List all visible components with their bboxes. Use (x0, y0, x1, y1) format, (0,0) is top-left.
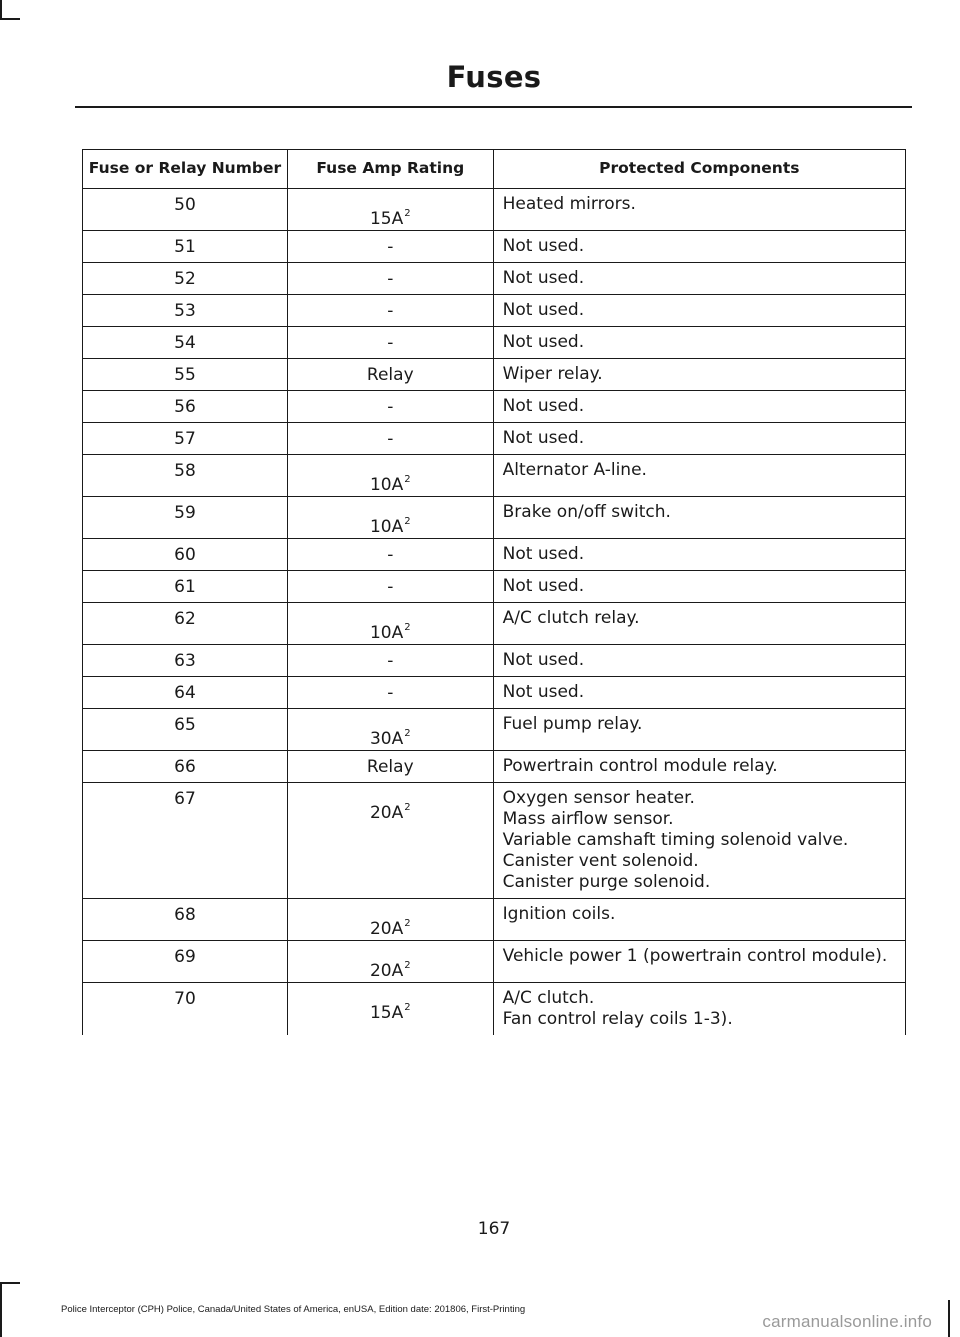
component-line: Canister vent solenoid. (502, 851, 699, 871)
component-line: Not used. (502, 428, 585, 448)
protected-components (493, 941, 905, 983)
fuse-rating (287, 497, 493, 539)
protected-components (493, 983, 905, 1036)
fuse-rating (287, 677, 493, 709)
fuse-rating-value: 15A (369, 1003, 404, 1023)
protected-components (493, 497, 905, 539)
fuse-rating-value: - (387, 429, 394, 449)
table-row (83, 539, 906, 571)
table-row (83, 603, 906, 645)
component-line: Fan control relay coils 1-3). (502, 1009, 733, 1029)
watermark: carmanualsonline.info (762, 1312, 932, 1331)
column-header-components: Protected Components (493, 150, 905, 189)
component-line: Alternator A-line. (502, 460, 647, 480)
fuse-rating (287, 645, 493, 677)
fuse-rating-value: 10A (369, 517, 404, 537)
protected-components (493, 783, 905, 899)
fuse-number: 62 (83, 603, 288, 645)
fuse-rating (287, 709, 493, 751)
fuse-number: 54 (83, 327, 288, 359)
component-line: Not used. (502, 268, 585, 288)
component-line: Fuel pump relay. (502, 714, 643, 734)
table-row (83, 751, 906, 783)
fuse-rating-value: Relay (366, 365, 414, 385)
protected-components (493, 571, 905, 603)
fuse-rating (287, 455, 493, 497)
crop-mark-bottom-left-vertical (0, 1282, 2, 1337)
footnote-marker: 2 (404, 728, 411, 739)
protected-components (493, 603, 905, 645)
fuse-rating-value: 10A (369, 623, 404, 643)
fuse-number: 67 (83, 783, 288, 899)
table-row (83, 941, 906, 983)
component-line: Not used. (502, 576, 585, 596)
column-header-number: Fuse or Relay Number (83, 150, 288, 189)
footnote-marker: 2 (404, 208, 411, 219)
fuse-rating (287, 231, 493, 263)
crop-mark-top-left-horizontal (0, 18, 20, 20)
table-row (83, 189, 906, 231)
component-line: Ignition coils. (502, 904, 616, 924)
fuse-rating (287, 539, 493, 571)
fuse-rating (287, 295, 493, 327)
component-line: Not used. (502, 682, 585, 702)
protected-components (493, 189, 905, 231)
table-row (83, 391, 906, 423)
component-line: Vehicle power 1 (powertrain control module). (502, 946, 888, 966)
protected-components (493, 539, 905, 571)
fuse-rating (287, 899, 493, 941)
footnote-marker: 2 (404, 918, 411, 929)
footnote-marker: 2 (404, 802, 411, 813)
footnote-marker: 2 (404, 474, 411, 485)
table-row (83, 709, 906, 751)
table-header-row (83, 150, 906, 189)
fuse-number: 63 (83, 645, 288, 677)
component-line: A/C clutch. (502, 988, 595, 1008)
fuse-rating-value: - (387, 269, 394, 289)
fuse-number: 64 (83, 677, 288, 709)
fuse-number: 57 (83, 423, 288, 455)
component-line: Variable camshaft timing solenoid valve. (502, 830, 849, 850)
fuse-rating (287, 783, 493, 899)
fuse-number: 60 (83, 539, 288, 571)
page-title: Fuses (446, 60, 542, 94)
component-line: Brake on/off switch. (502, 502, 671, 522)
component-line: Oxygen sensor heater. (502, 788, 695, 808)
protected-components (493, 327, 905, 359)
protected-components (493, 359, 905, 391)
component-line: Not used. (502, 396, 585, 416)
table-row (83, 983, 906, 1036)
table-row (83, 645, 906, 677)
fuse-rating-value: - (387, 397, 394, 417)
fuse-rating (287, 983, 493, 1036)
fuse-number: 66 (83, 751, 288, 783)
fuse-rating-value: 15A (369, 209, 404, 229)
crop-mark-bottom-left-horizontal (0, 1282, 20, 1284)
component-line: Mass airflow sensor. (502, 809, 674, 829)
protected-components (493, 709, 905, 751)
fuse-number: 59 (83, 497, 288, 539)
fuse-rating-value: - (387, 683, 394, 703)
fuse-number: 58 (83, 455, 288, 497)
fuse-rating-value: 20A (369, 803, 404, 823)
table-row (83, 497, 906, 539)
table-row (83, 571, 906, 603)
component-line: Not used. (502, 650, 585, 670)
footnote-marker: 2 (404, 622, 411, 633)
protected-components (493, 899, 905, 941)
fuse-rating (287, 603, 493, 645)
protected-components (493, 423, 905, 455)
protected-components (493, 677, 905, 709)
footnote-marker: 2 (404, 1002, 411, 1013)
component-line: Heated mirrors. (502, 194, 636, 214)
component-line: Not used. (502, 236, 585, 256)
protected-components (493, 645, 905, 677)
fuse-rating-value: - (387, 545, 394, 565)
fuse-number: 51 (83, 231, 288, 263)
crop-mark-top-left-vertical (0, 0, 2, 20)
fuse-rating (287, 423, 493, 455)
column-header-rating: Fuse Amp Rating (287, 150, 493, 189)
table-row (83, 455, 906, 497)
fuse-rating (287, 941, 493, 983)
footnote-marker: 2 (404, 516, 411, 527)
protected-components (493, 231, 905, 263)
protected-components (493, 263, 905, 295)
fuse-rating (287, 391, 493, 423)
fuse-rating-value: - (387, 651, 394, 671)
fuse-rating-value: Relay (366, 757, 414, 777)
protected-components (493, 751, 905, 783)
fuse-number: 65 (83, 709, 288, 751)
table-row (83, 423, 906, 455)
table-row (83, 263, 906, 295)
fuse-rating-value: - (387, 577, 394, 597)
fuse-number: 69 (83, 941, 288, 983)
component-line: Not used. (502, 332, 585, 352)
page-number: 167 (477, 1219, 511, 1239)
table-row (83, 783, 906, 899)
fuse-number: 50 (83, 189, 288, 231)
fuse-rating-value: 10A (369, 475, 404, 495)
fuse-rating (287, 751, 493, 783)
footnote-marker: 2 (404, 960, 411, 971)
fuse-rating (287, 359, 493, 391)
component-line: Wiper relay. (502, 364, 603, 384)
fuse-number: 68 (83, 899, 288, 941)
protected-components (493, 455, 905, 497)
fuse-rating-value: 20A (369, 919, 404, 939)
component-line: Not used. (502, 300, 585, 320)
fuse-rating-value: - (387, 237, 394, 257)
fuse-rating (287, 189, 493, 231)
fuse-number: 70 (83, 983, 288, 1036)
component-line: Powertrain control module relay. (502, 756, 778, 776)
fuse-rating (287, 327, 493, 359)
fuse-rating-value: 30A (369, 729, 404, 749)
fuse-table-body (83, 189, 906, 1036)
component-line: Canister purge solenoid. (502, 872, 711, 892)
fuse-rating (287, 571, 493, 603)
fuse-rating (287, 263, 493, 295)
fuse-number: 52 (83, 263, 288, 295)
table-row (83, 677, 906, 709)
edition-note: Police Interceptor (CPH) Police, Canada/United States of America, enUSA, Edition date: 201806, First-Printing (61, 1304, 526, 1315)
table-row (83, 327, 906, 359)
protected-components (493, 295, 905, 327)
table-row (83, 359, 906, 391)
component-line: Not used. (502, 544, 585, 564)
table-row (83, 231, 906, 263)
crop-mark-bottom-right-vertical (948, 1300, 950, 1337)
fuse-rating-value: 20A (369, 961, 404, 981)
component-line: A/C clutch relay. (502, 608, 640, 628)
title-divider (75, 106, 912, 108)
fuse-table (82, 149, 906, 1035)
fuse-rating-value: - (387, 301, 394, 321)
protected-components (493, 391, 905, 423)
table-row (83, 295, 906, 327)
fuse-number: 53 (83, 295, 288, 327)
fuse-rating-value: - (387, 333, 394, 353)
fuse-number: 55 (83, 359, 288, 391)
table-row (83, 899, 906, 941)
fuse-number: 56 (83, 391, 288, 423)
fuse-number: 61 (83, 571, 288, 603)
